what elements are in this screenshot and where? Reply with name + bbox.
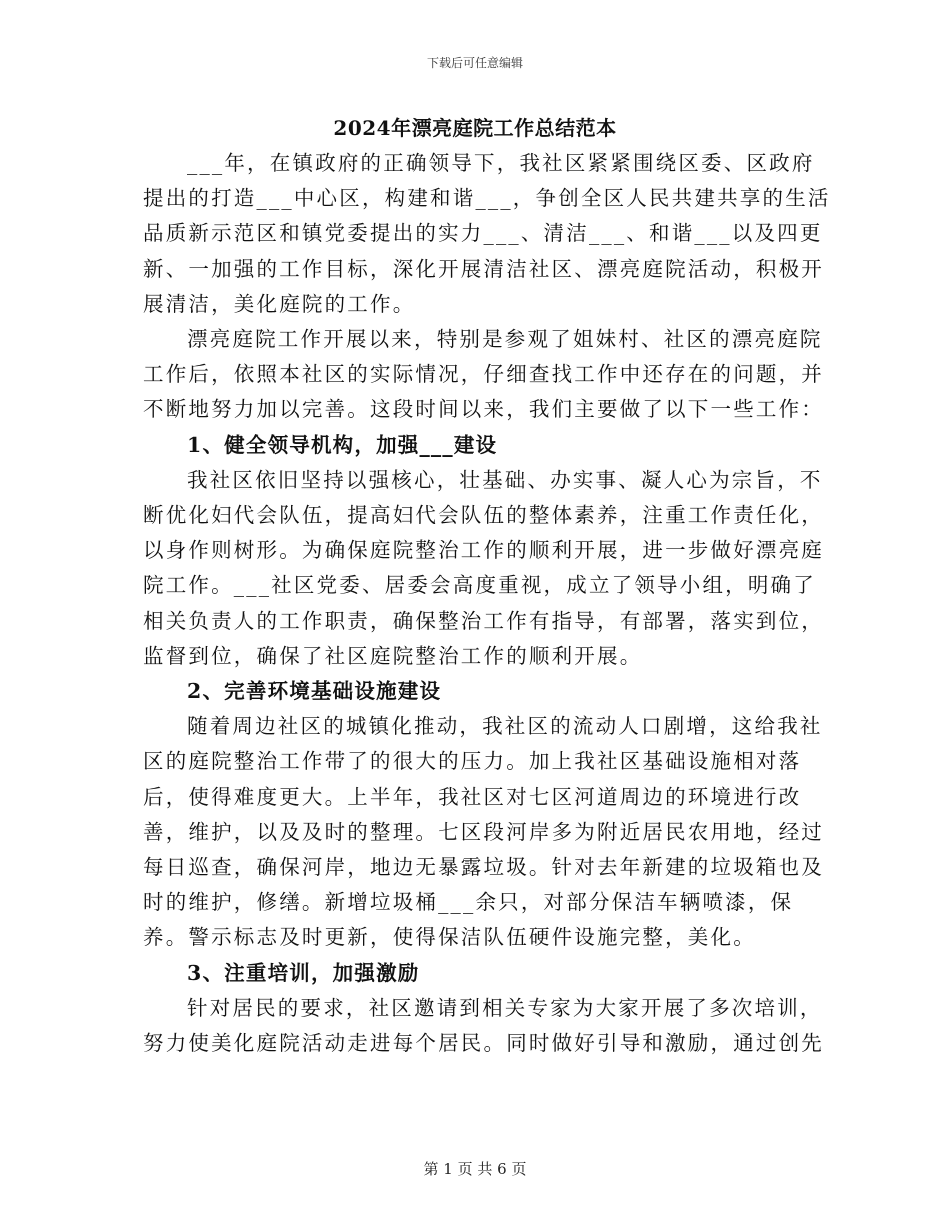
section-heading-3: 3、注重培训，加强激励 [187, 960, 420, 985]
paragraph-section-3: 针对居民的要求，社区邀请到相关专家为大家开展了多次培训，努力使美化庭院活动走进每个居民。同时做好引导和激励，通过创先 [143, 995, 824, 1056]
paragraph-intro: ___年，在镇政府的正确领导下，我社区紧紧围绕区委、区政府提出的打造___中心区，构建和谐___，争创全区人民共建共享的生活品质新示范区和镇党委提出的实力___、清洁___、和谐___以及四更新、一加强的工作目标，深化开展清洁社区、漂亮庭院活动，积极开展清洁，美化庭院的工作。 [143, 151, 831, 316]
document-body [143, 146, 833, 1061]
section-heading-2: 2、完善环境基础设施建设 [187, 679, 442, 704]
header-note: 下载后可任意编辑 [426, 56, 523, 70]
document-title: 2024年漂亮庭院工作总结范本 [333, 116, 617, 140]
paragraph-overview: 漂亮庭院工作开展以来，特别是参观了姐妹村、社区的漂亮庭院工作后，依照本社区的实际情况，仔细查找工作中还存在的问题，并不断地努力加以完善。这段时间以来，我们主要做了以下一些工作： [143, 327, 824, 422]
paragraph-section-2: 随着周边社区的城镇化推动，我社区的流动人口剧增，这给我社区的庭院整治工作带了的很大的压力。加上我社区基础设施相对落后，使得难度更大。上半年，我社区对七区河道周边的环境进行改善，维护，以及及时的整理。七区段河岸多为附近居民农用地，经过每日巡查，确保河岸，地边无暴露垃圾。针对去年新建的垃圾箱也及时的维护，修缮。新增垃圾桶___余只，对部分保洁车辆喷漆，保养。警示标志及时更新，使得保洁队伍硬件设施完整，美化。 [143, 714, 824, 950]
page-number: 第 1 页 共 6 页 [423, 1160, 527, 1178]
section-heading-1: 1、健全领导机构，加强___建设 [187, 432, 498, 457]
paragraph-section-1: 我社区依旧坚持以强核心，壮基础、办实事、凝人心为宗旨，不断优化妇代会队伍，提高妇代会队伍的整体素养，注重工作责任化，以身作则树形。为确保庭院整治工作的顺利开展，进一步做好漂亮庭院工作。___社区党委、居委会高度重视，成立了领导小组，明确了相关负责人的工作职责，确保整治工作有指导，有部署，落实到位，监督到位，确保了社区庭院整治工作的顺利开展。 [143, 467, 824, 668]
